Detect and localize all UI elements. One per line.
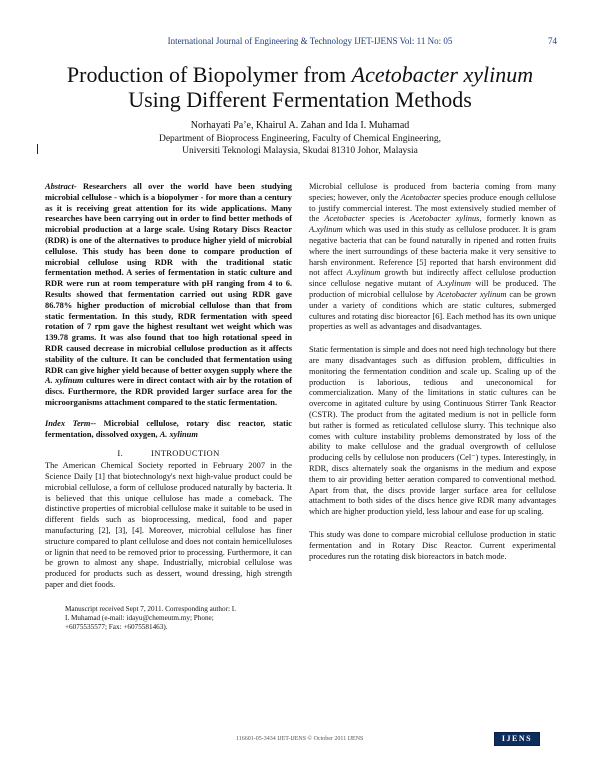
intro-paragraph: The American Chemical Society reported in February 2007 in the Science Daily [1] that biotechnology's next high-value product could be microbial cellulose, a form of cellulose produced naturally by bacteria. It is believed that this unique cellulose has made a comeback. The distinctive properties of microbial cellulose make it suitable to be used in different fields such as bioprocessing, medical, food and paper manufacturing [2], [3], [4]. Moreover, microbial cellulose has finer structure compared to plant cellulose and does not contain hemicelluloses or lignin that need to be removed prior to processing. Furthermore, it can be grown to almost any shape. Industrially, microbial cellulose was produced for products such as dessert, wound dressing, high strength paper and diet foods. xyxy=(45,461,292,589)
index-terms-organism: A. xylinum xyxy=(159,429,198,439)
page-number: 74 xyxy=(548,36,557,46)
rp1-em-5: A.xylinum xyxy=(346,268,381,278)
title-organism: Acetobacter xylinum xyxy=(351,62,534,87)
rp1-text-3: species is xyxy=(364,214,411,224)
footnote-line-1: Manuscript received Sept 7, 2011. Corresponding author: I. xyxy=(65,604,236,613)
rp1-text-2: species produce enough cellulose to justify commercial interest. The most extensively studied member of the xyxy=(309,192,556,224)
footnote-line-2: I. Muhamad (e-mail: idayu@chemeutm.my; Phone; xyxy=(65,613,214,622)
rp1-em-6: A.xylinum xyxy=(437,279,471,289)
page-footer: 116601-05-3434 IJET-IJENS © October 2011 IJENS xyxy=(236,736,364,742)
right-paragraph-2: Static fermentation is simple and does not need high technology but there are many disadvantages such as diffusion problem, difficulties in monitoring the fermentation condition and scale up. Scaling up of the production is laborious, tedious and uneconomical for commercialization. Many of the limitations in static cultures can be overcome in agitated culture by using Continuous Stirrer Tank Reactor (CSTR). The product from the agitated medium is not in pellicle form but rather is formed as reticulated cellulose slurry. This technique also comes with culture instability problems demonstrated by loss of the ability to make cellulose and the gradual overgrowth of cellulose producing cells by cellulose non producers (Cel⁻) types. Interestingly, in RDR, discs alternately soak the organisms in the medium and expose them to air providing better aeration compared to conventional method. Apart from that, the discs provide larger surface area for cellulose attachment to both sides of the discs hence give RDR many advantages which are higher production yield, less labour and ease for up scaling. xyxy=(309,345,556,517)
index-terms xyxy=(45,419,292,441)
authors: Norhayati Pa’e, Khairul A. Zahan and Ida I. Muhamad xyxy=(190,120,410,131)
rp1-text-7: will be produced. The production of microbial cellulose by xyxy=(309,279,556,299)
rp1-text-1: Microbial cellulose is produced from bacteria coming from many species; however, only the xyxy=(309,182,556,202)
rp1-text-4: , formerly known as xyxy=(479,214,557,224)
abstract-text-1: Researchers all over the world have been studying microbial cellulose - which is a biopolymer - for more than a century as it is receiving great attention for its wide applications. Many researches have been carrying out in order to find better methods of microbial production at a large scale. Using Rotary Discs Reactor (RDR) is one of the alternatives to produce higher yield of microbial cellulose. This study has been done to compare production of microbial cellulose using RDR with the traditional static fermentation method. A series of fermentation in static culture and RDR were run at room temperature with pH ranging from 4 to 6. Results showed that fermentation carried out using RDR gave 86.78% higher production of microbial cellulose than that from static fermentation. In this study, RDR fermentation with speed rotation of 7 rpm gave the highest resultant wet weight which was 139.78 grams. It was also found that too high rotational speed in RDR caused decrease in microbial cellulose production as it affects stability of the culture. It can be concluded that fermentation using RDR can give higher yield because of better oxygen supply where the xyxy=(45,182,292,375)
title-part-1: Production of Biopolymer from xyxy=(66,62,352,87)
rp1-em-4: A.xylinum xyxy=(309,225,343,235)
right-paragraph-1 xyxy=(309,182,556,333)
abstract xyxy=(45,182,292,409)
abstract-organism: A. xylinum xyxy=(45,376,84,386)
section-heading-introduction xyxy=(45,448,292,459)
footnote-line-3: +6075535577; Fax: +6075581463). xyxy=(65,622,168,631)
section-number: I. xyxy=(117,448,124,459)
affiliation-line-2: Universiti Teknologi Malaysia, Skudai 81310 Johor, Malaysia xyxy=(182,146,418,156)
margin-mark xyxy=(37,144,38,154)
index-terms-text: Microbial cellulose, rotary disc reactor, static fermentation, dissolved oxygen, xyxy=(45,418,292,439)
rp1-em-7: Acetobacter xylinum xyxy=(436,289,507,299)
running-header: International Journal of Engineering & Technology IJET-IJENS Vol: 11 No: 05 xyxy=(167,36,453,46)
rp1-text-5: which was used in this study as cellulose producer. It is gram negative bacteria that can be found naturally in ripened and rotten fruits where the inert surroundings of these bacteria make it very sensitive to harsh environment. Reference [5] reported that harsh environment did not affect xyxy=(309,225,556,278)
left-column xyxy=(45,182,292,632)
affiliation xyxy=(80,133,520,157)
right-paragraph-3: This study was done to compare microbial cellulose production in static fermentation and in Rotary Disc Reactor. Current experimental procedures run the rotating disk bioreactors in batch mode. xyxy=(309,529,556,561)
rp1-text-8: can be grown under a variety of conditions which are static cultures, submerged cultures and rotating disc bioreactor [6]. Each method has its own unique properties as well as advantages and disadvantages. xyxy=(309,289,556,332)
rp1-em-3: Acetobacter xylinus xyxy=(410,214,480,224)
paper-title xyxy=(40,62,560,112)
rp1-em-1: Acetobacter xyxy=(400,192,442,202)
right-column xyxy=(309,182,556,562)
index-terms-label: Index Term-- xyxy=(45,418,97,428)
abstract-label: Abstract- xyxy=(45,182,77,191)
section-title: INTRODUCTION xyxy=(151,448,220,459)
ijens-logo xyxy=(494,732,540,746)
rp1-em-2: Acetobacter xyxy=(324,214,365,224)
rp1-text-6: growth but indirectly affect cellulose production since cellulose negative mutant of xyxy=(309,268,556,289)
footnote xyxy=(45,605,292,632)
abstract-text-2: cultures were in direct contact with air by the rotation of discs. Furthermore, the RDR provided larger surface area for the microorganisms attachment compared to the static fermentation. xyxy=(45,376,292,407)
affiliation-line-1: Department of Bioprocess Engineering, Faculty of Chemical Engineering, xyxy=(158,134,442,144)
title-part-2: Using Different Fermentation Methods xyxy=(128,87,472,112)
ijens-logo-text: IJENS xyxy=(501,734,533,743)
